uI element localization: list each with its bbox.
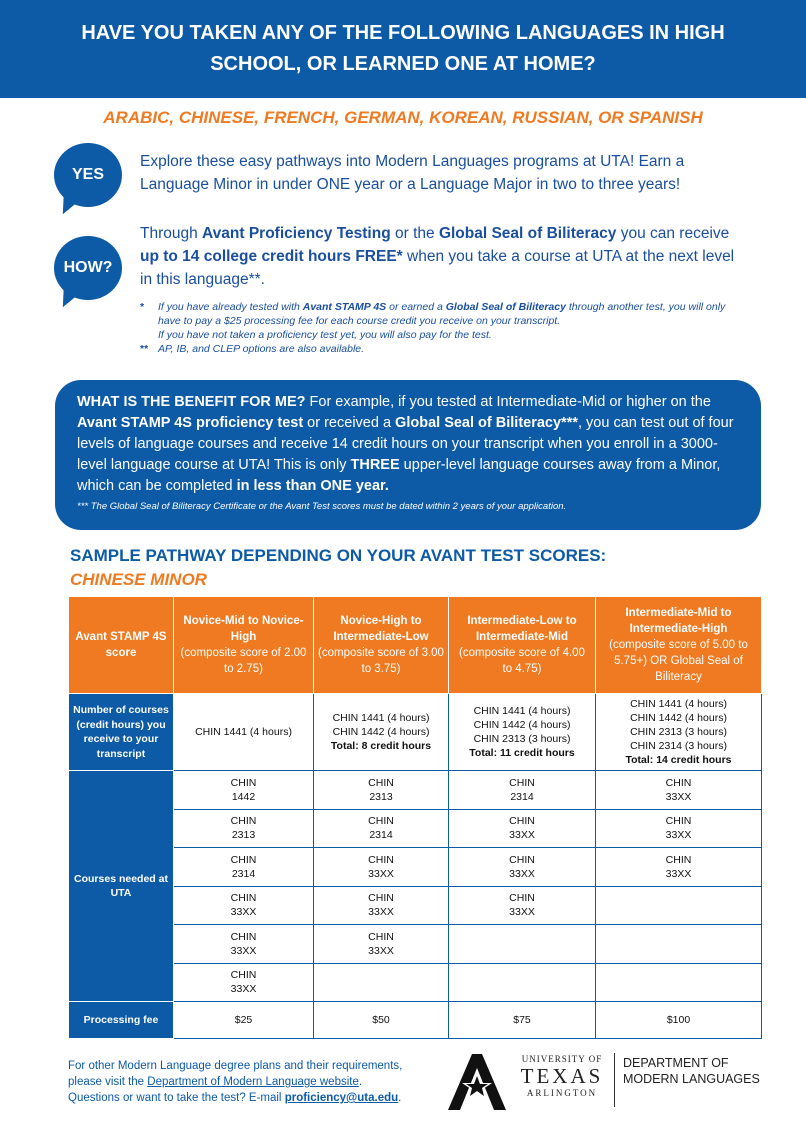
course-number: 33XX xyxy=(368,944,394,957)
bold-text: Avant Proficiency Testing xyxy=(202,225,391,242)
bold-text: Avant STAMP 4S proficiency test xyxy=(77,415,304,431)
course-number: 33XX xyxy=(665,829,692,842)
benefit-box xyxy=(55,380,761,530)
footer-line: For other Modern Language degree plans and their requirements, xyxy=(68,1060,403,1072)
text: or earned a xyxy=(386,301,446,313)
bold-text: Global Seal of Biliteracy xyxy=(445,301,566,313)
wordmark-line: ARLINGTON xyxy=(526,1088,598,1098)
course-code: CHIN xyxy=(509,776,535,789)
course-number: 33XX xyxy=(230,983,257,996)
course-line: CHIN 1441 (4 hours) xyxy=(195,726,292,738)
bold-text: Global Seal of Biliteracy*** xyxy=(395,415,578,431)
course-cell xyxy=(314,925,449,964)
course-number: 33XX xyxy=(509,906,535,919)
course-cell xyxy=(449,886,596,925)
column-subtitle: (composite score of 2.00 to 2.75) xyxy=(180,647,307,675)
course-code: CHIN xyxy=(230,815,257,828)
pathway-table xyxy=(68,596,762,1039)
course-cell xyxy=(174,771,314,810)
bold-text: THREE xyxy=(350,457,400,473)
bold-text: up to 14 college credit hours FREE* xyxy=(140,248,403,265)
row-header: Processing fee xyxy=(69,1002,174,1039)
course-cell xyxy=(174,963,314,1002)
column-subtitle: (composite score of 3.00 to 3.75) xyxy=(318,647,444,675)
bold-text: Avant STAMP 4S xyxy=(302,301,387,313)
text: For example, if you tested at Intermediate-Mid or higher on the xyxy=(305,394,711,410)
row-header: Courses needed at UTA xyxy=(69,771,174,1002)
course-cell xyxy=(174,809,314,848)
course-line: CHIN 1441 (4 hours) xyxy=(630,698,727,710)
course-code: CHIN xyxy=(665,853,692,866)
course-number: 33XX xyxy=(230,906,257,919)
course-cell xyxy=(314,848,449,887)
course-code: CHIN xyxy=(665,815,692,828)
total-line: Total: 14 credit hours xyxy=(625,754,732,766)
text: through another test, you will only have to pay a $25 processing fee for each course credit you receive on your transcript. xyxy=(158,301,726,327)
text: Questions or want to take the test? E-mail xyxy=(68,1092,285,1104)
page-title: HAVE YOU TAKEN ANY OF THE FOLLOWING LANGUAGES IN HIGH SCHOOL, OR LEARNED ONE AT HOME? xyxy=(81,22,725,75)
email-link[interactable]: proficiency@uta.edu xyxy=(284,1092,399,1104)
text: you can receive xyxy=(616,225,730,242)
course-code: CHIN xyxy=(509,853,535,866)
course-code: CHIN xyxy=(665,776,692,789)
total-line: Total: 8 credit hours xyxy=(330,740,432,752)
course-cell xyxy=(174,848,314,887)
course-number: 2313 xyxy=(369,790,393,803)
column-subtitle: (composite score of 4.00 to 4.75) xyxy=(459,647,585,675)
text: or received a xyxy=(303,415,396,431)
received-cell xyxy=(449,694,596,771)
course-line: CHIN 1442 (4 hours) xyxy=(332,726,430,738)
course-code: CHIN xyxy=(368,776,394,789)
course-cell xyxy=(449,963,596,1002)
course-number: 2313 xyxy=(231,829,256,842)
course-number: 2314 xyxy=(369,829,393,842)
text: If you have already tested with xyxy=(158,301,303,313)
course-cell xyxy=(596,771,762,810)
fee-cell: $25 xyxy=(174,1002,314,1039)
text: please visit the xyxy=(68,1076,148,1088)
course-cell xyxy=(314,809,449,848)
column-title: Intermediate-Low to Intermediate-Mid xyxy=(467,615,577,643)
how-label: HOW? xyxy=(63,259,113,276)
how-paragraph xyxy=(140,222,740,291)
benefit-footnote: *** The Global Seal of Biliteracy Certificate or the Avant Test scores must be dated within 2 years of your application. xyxy=(77,501,567,512)
department-line: MODERN LANGUAGES xyxy=(623,1072,760,1086)
sample-title: SAMPLE PATHWAY DEPENDING ON YOUR AVANT TEST SCORES: xyxy=(70,546,607,565)
course-cell xyxy=(596,886,762,925)
course-number: 2314 xyxy=(510,790,534,803)
course-line: CHIN 1441 (4 hours) xyxy=(332,712,430,724)
sample-subtitle: CHINESE MINOR xyxy=(70,570,207,589)
footnote-mark: * xyxy=(140,301,145,313)
fee-cell: $100 xyxy=(596,1002,762,1039)
footnote-1 xyxy=(140,300,740,328)
course-number: 33XX xyxy=(368,906,394,919)
row-header: Number of courses (credit hours) you receive to your transcript xyxy=(69,694,174,771)
text: . xyxy=(398,1092,402,1104)
footnote-text: AP, IB, and CLEP options are also available. xyxy=(158,343,365,355)
received-cell xyxy=(174,694,314,771)
course-number: 33XX xyxy=(665,790,692,803)
how-speech-bubble xyxy=(54,236,122,300)
department-line: DEPARTMENT OF xyxy=(623,1056,729,1070)
wordmark-line: UNIVERSITY OF xyxy=(521,1054,603,1064)
course-code: CHIN xyxy=(230,892,257,905)
logo-divider xyxy=(614,1053,615,1107)
course-code: CHIN xyxy=(230,969,257,982)
course-cell xyxy=(596,963,762,1002)
table-header-row xyxy=(69,597,762,694)
footer-line xyxy=(68,1090,448,1106)
languages-list: ARABIC, CHINESE, FRENCH, GERMAN, KOREAN, RUSSIAN, OR SPANISH xyxy=(103,108,703,127)
table-row xyxy=(69,694,762,771)
text: . xyxy=(358,1076,363,1088)
course-line: CHIN 2313 (3 hours) xyxy=(473,733,571,745)
course-number: 33XX xyxy=(665,867,692,880)
footer-text xyxy=(68,1058,448,1106)
table-row xyxy=(69,1002,762,1039)
course-cell xyxy=(449,771,596,810)
course-code: CHIN xyxy=(509,815,535,828)
department-website-link[interactable]: Department of Modern Language website xyxy=(147,1076,359,1088)
footnote-mark: ** xyxy=(140,343,149,355)
footnote-2 xyxy=(140,342,740,356)
course-line: CHIN 1442 (4 hours) xyxy=(630,712,727,724)
yes-speech-bubble xyxy=(54,143,122,207)
course-cell xyxy=(174,886,314,925)
fee-cell: $75 xyxy=(449,1002,596,1039)
received-cell xyxy=(596,694,762,771)
course-cell xyxy=(449,809,596,848)
course-cell xyxy=(596,925,762,964)
course-cell xyxy=(174,925,314,964)
course-number: 33XX xyxy=(368,867,394,880)
course-cell xyxy=(596,848,762,887)
header-banner xyxy=(0,0,806,98)
wordmark-line: TEXAS xyxy=(520,1064,604,1088)
text: , you can test out of four levels of language courses and receive 14 credit hours on your transcript when you enroll in a 3000-level language course at UTA! This is only xyxy=(77,415,734,473)
text: or the xyxy=(390,225,439,242)
course-code: CHIN xyxy=(368,815,394,828)
course-cell xyxy=(449,925,596,964)
bold-text: in less than ONE year. xyxy=(236,478,389,494)
column-subtitle: (composite score of 5.00 to 5.75+) OR Global Seal of Biliteracy xyxy=(609,639,748,683)
course-code: CHIN xyxy=(230,930,257,943)
course-line: CHIN 1442 (4 hours) xyxy=(473,719,571,731)
course-code: CHIN xyxy=(368,853,394,866)
course-number: 2314 xyxy=(231,867,256,880)
course-line: CHIN 2313 (3 hours) xyxy=(630,726,727,738)
bold-text: WHAT IS THE BENEFIT FOR ME? xyxy=(77,394,306,410)
course-line: CHIN 1441 (4 hours) xyxy=(473,705,571,717)
total-line: Total: 11 credit hours xyxy=(469,747,575,759)
column-title: Intermediate-Mid to Intermediate-High xyxy=(625,607,732,635)
course-line: CHIN 2314 (3 hours) xyxy=(630,740,727,752)
footnotes xyxy=(140,300,740,356)
column-title: Novice-Mid to Novice-High xyxy=(183,615,304,643)
course-cell xyxy=(596,809,762,848)
course-number: 33XX xyxy=(509,867,535,880)
yes-paragraph: Explore these easy pathways into Modern Languages programs at UTA! Earn a Language Minor in under ONE year or a Language Major in two to three years! xyxy=(140,153,685,193)
course-number: 33XX xyxy=(230,944,257,957)
department-name xyxy=(623,1055,760,1087)
course-number: 33XX xyxy=(509,829,535,842)
course-code: CHIN xyxy=(368,930,394,943)
course-cell xyxy=(314,886,449,925)
uta-star-logo-icon xyxy=(448,1054,506,1110)
course-code: CHIN xyxy=(368,892,394,905)
course-code: CHIN xyxy=(230,853,257,866)
course-code: CHIN xyxy=(509,892,535,905)
yes-label: YES xyxy=(71,166,104,183)
fee-cell: $50 xyxy=(314,1002,449,1039)
column-header xyxy=(449,597,596,694)
text: Through xyxy=(140,225,203,242)
course-code: CHIN xyxy=(230,776,257,789)
footnote-1-cont: If you have not taken a proficiency test yet, you will also pay for the test. xyxy=(158,329,492,341)
header-text: Avant STAMP 4S score xyxy=(75,631,167,659)
benefit-text xyxy=(77,392,739,497)
column-title: Novice-High to Intermediate-Low xyxy=(333,615,429,643)
received-cell xyxy=(314,694,449,771)
column-header xyxy=(174,597,314,694)
course-number: 1442 xyxy=(231,790,256,803)
corner-header xyxy=(69,597,174,694)
column-header xyxy=(314,597,449,694)
course-cell xyxy=(449,848,596,887)
text: when you take a course at UTA at the next level in this language**. xyxy=(140,248,735,288)
footer-line xyxy=(68,1074,448,1090)
footnote-text xyxy=(158,300,740,328)
table-row xyxy=(69,771,762,810)
course-cell xyxy=(314,963,449,1002)
course-cell xyxy=(314,771,449,810)
column-header xyxy=(596,597,762,694)
text: upper-level language courses away from a Minor, which can be completed xyxy=(77,457,721,494)
university-wordmark xyxy=(516,1054,608,1098)
bold-text: Global Seal of Biliteracy xyxy=(438,225,617,242)
